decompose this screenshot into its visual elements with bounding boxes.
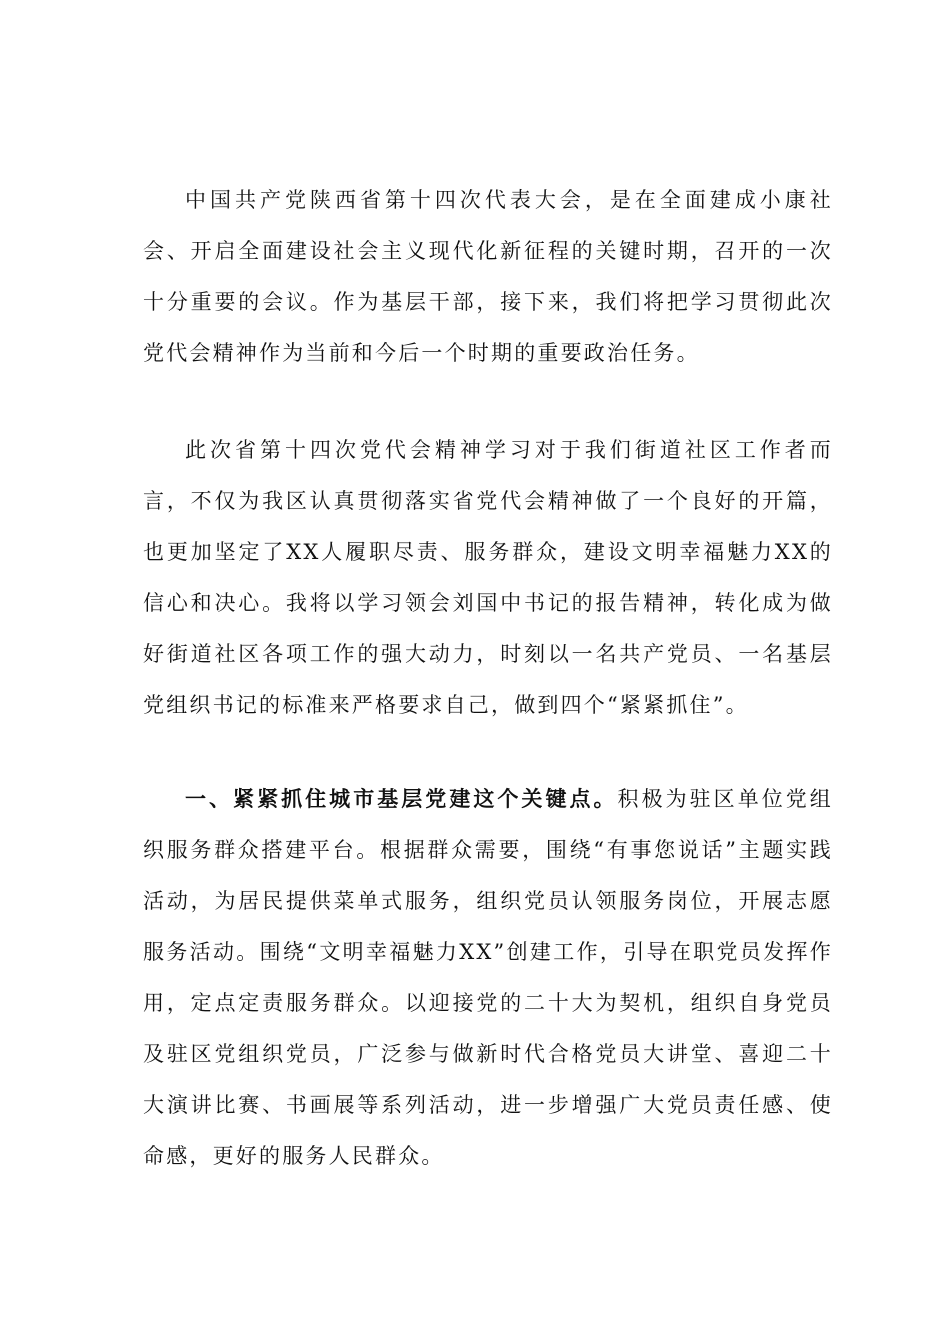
section-one-text: 积极为驻区单位党组织服务群众搭建平台。根据群众需要，围绕“有事您说话”主题实践活动，为居民提供菜单式服务，组织党员认领服务岗位，开展志愿服务活动。围绕“文明幸福魅力XX”创建工作，引导在职党员发挥作用，定点定责服务群众。以迎接党的二十大为契机，组织自身党员及驻区党组织党员，广泛参与做新时代合格党员大讲堂、喜迎二十大演讲比赛、书画展等系列活动，进一步增强广大党员责任感、使命感，更好的服务人民群众。 xyxy=(143,787,833,1168)
paragraph-study xyxy=(143,425,833,731)
section-one-heading: 一、紧紧抓住城市基层党建这个关键点。 xyxy=(185,786,618,811)
paragraph-intro xyxy=(143,175,833,379)
paragraph-intro-text: 中国共产党陕西省第十四次代表大会，是在全面建成小康社会、开启全面建设社会主义现代化新征程的关键时期，召开的一次十分重要的会议。作为基层干部，接下来，我们将把学习贯彻此次党代会精神作为当前和今后一个时期的重要政治任务。 xyxy=(143,188,833,365)
paragraph-study-text: 此次省第十四次党代会精神学习对于我们街道社区工作者而言，不仅为我区认真贯彻落实省党代会精神做了一个良好的开篇，也更加坚定了XX人履职尽责、服务群众，建设文明幸福魅力XX的信心和决心。我将以学习领会刘国中书记的报告精神，转化成为做好街道社区各项工作的强大动力，时刻以一名共产党员、一名基层党组织书记的标准来严格要求自己，做到四个“紧紧抓住”。 xyxy=(143,438,833,717)
paragraph-section-one xyxy=(143,773,833,1182)
